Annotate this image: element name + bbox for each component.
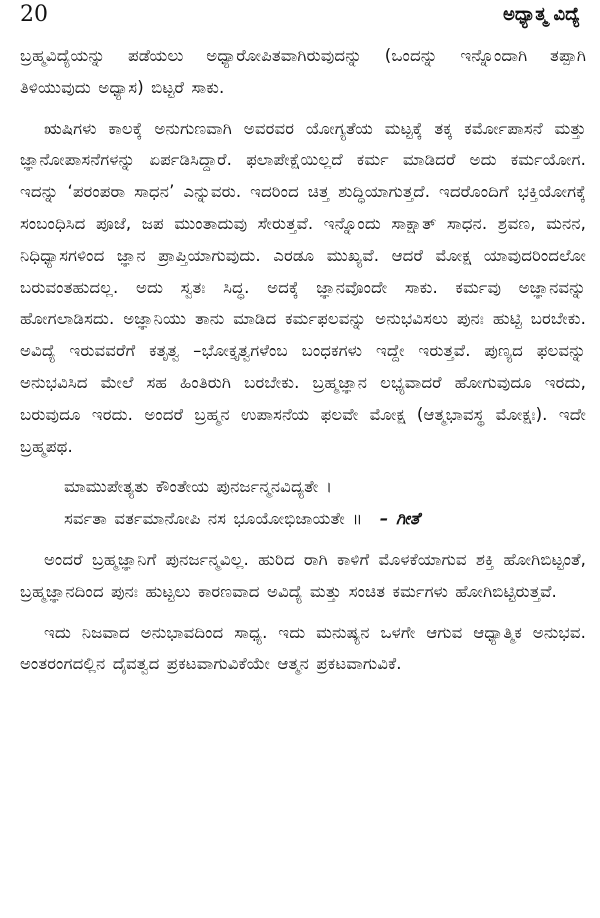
page-header <box>20 0 586 40</box>
page-body <box>20 40 586 680</box>
paragraph-gap <box>20 104 586 113</box>
paragraph-karma-jnana: ಋಷಿಗಳು ಕಾಲಕ್ಕೆ ಅನುಗುಣವಾಗಿ ಅವರವರ ಯೋಗ್ಯತೆಯ ಮಟ್ಟಕ್ಕೆ ತಕ್ಕ ಕರ್ಮೋಪಾಸನೆ ಮತ್ತು ಜ್ಞಾನೋಪಾಸನೆಗಳನ್ನು ಏರ್ಪಡಿಸಿದ್ದಾರೆ. ಫಲಾಪೇಕ್ಷೆಯಿಲ್ಲದೆ ಕರ್ಮ ಮಾಡಿದರೆ ಅದು ಕರ್ಮಯೋಗ. ಇದನ್ನು ‘ಪರಂಪರಾ ಸಾಧನ’ ಎನ್ನುವರು. ಇದರಿಂದ ಚಿತ್ತ ಶುದ್ಧಿಯಾಗುತ್ತದೆ. ಇದರೊಂದಿಗೆ ಭಕ್ತಿಯೋಗಕ್ಕೆ ಸಂಬಂಧಿಸಿದ ಪೂಜೆ, ಜಪ ಮುಂತಾದುವು ಸೇರುತ್ತವೆ. ಇನ್ನೊಂದು ಸಾಕ್ಷಾತ್ ಸಾಧನ. ಶ್ರವಣ, ಮನನ, ನಿಧಿಧ್ಯಾಸಗಳಿಂದ ಜ್ಞಾನ ಪ್ರಾಪ್ತಿಯಾಗುವುದು. ಎರಡೂ ಮುಖ್ಯವೆ. ಆದರೆ ಮೋಕ್ಷ ಯಾವುದರಿಂದಲೋ ಬರುವಂತಹುದಲ್ಲ. ಅದು ಸ್ವತಃ ಸಿದ್ಧ. ಅದಕ್ಕೆ ಜ್ಞಾನವೊಂದೇ ಸಾಕು. ಕರ್ಮವು ಅಜ್ಞಾನವನ್ನು ಹೋಗಲಾಡಿಸದು. ಅಜ್ಞಾನಿಯು ತಾನು ಮಾಡಿದ ಕರ್ಮಫಲವನ್ನು ಅನುಭವಿಸಲು ಪುನಃ ಹುಟ್ಟಿ ಬರಬೇಕು. ಅವಿದ್ಯೆ ಇರುವವರೆಗೆ ಕತೃತ್ವ –ಭೋಕ್ತೃತ್ವಗಳೆಂಬ ಬಂಧಕಗಳು ಇದ್ದೇ ಇರುತ್ತವೆ. ಪುಣ್ಯದ ಫಲವನ್ನು ಅನುಭವಿಸಿದ ಮೇಲೆ ಸಹ ಹಿಂತಿರುಗಿ ಬರಬೇಕು. ಬ್ರಹ್ಮಜ್ಞಾನ ಲಭ್ಯವಾದರೆ ಹೋಗುವುದೂ ಇರದು, ಬರುವುದೂ ಇರದು. ಅಂದರೆ ಬ್ರಹ್ಮನ ಉಪಾಸನೆಯ ಫಲವೇ ಮೋಕ್ಷ (ಆತ್ಮಭಾವಸ್ಥ ಮೋಕ್ಷಃ). ಇದೇ ಬ್ರಹ್ಮಪಥ. <box>20 118 586 456</box>
paragraph-gap <box>20 608 586 617</box>
verse-line-1: ಮಾಮುಪೇತ್ಯತು ಕೌಂತೇಯ ಪುನರ್ಜನ್ಮನವಿದ್ಯತೇ । <box>64 477 333 497</box>
paragraph-rebirth: ಅಂದರೆ ಬ್ರಹ್ಮಜ್ಞಾನಿಗೆ ಪುನರ್ಜನ್ಮವಿಲ್ಲ. ಹುರಿದ ರಾಗಿ ಕಾಳಿಗೆ ಮೊಳಕೆಯಾಗುವ ಶಕ್ತಿ ಹೋಗಿಬಿಟ್ಟಂತೆ, ಬ್ರಹ್ಮಜ್ಞಾನದಿಂದ ಪುನಃ ಹುಟ್ಟಲು ಕಾರಣವಾದ ಅವಿದ್ಯೆ ಮತ್ತು ಸಂಚಿತ ಕರ್ಮಗಳು ಹೋಗಿಬಿಟ್ಟಿರುತ್ತವೆ. <box>20 549 586 601</box>
verse-line-2 <box>64 503 586 535</box>
paragraph-experience: ಇದು ನಿಜವಾದ ಅನುಭಾವದಿಂದ ಸಾಧ್ಯ. ಇದು ಮನುಷ್ಯನ ಒಳಗೇ ಆಗುವ ಆಧ್ಯಾತ್ಮಿಕ ಅನುಭವ. ಅಂತರಂಗದಲ್ಲಿನ ದೈವತ್ವದ ಪ್ರಕಟವಾಗುವಿಕೆಯೇ ಆತ್ಮನ ಪ್ರಕಟವಾಗುವಿಕೆ. <box>20 622 586 674</box>
running-title: ಅಧ್ಯಾತ್ಮ ವಿದ್ಯೆ <box>502 4 580 25</box>
paragraph-gap <box>20 535 586 544</box>
verse-source: – ಗೀತೆ <box>379 509 420 529</box>
paragraph-intro: ಬ್ರಹ್ಮವಿದ್ಯೆಯನ್ನು ಪಡೆಯಲು ಅಧ್ಯಾರೋಪಿತವಾಗಿರುವುದನ್ನು (ಒಂದನ್ನು ಇನ್ನೊಂದಾಗಿ ತಪ್ಪಾಗಿ ತಿಳಿಯುವುದು ಅಧ್ಯಾಸ) ಬಿಟ್ಟರೆ ಸಾಕು. <box>20 46 586 97</box>
paragraph-gap <box>20 462 586 471</box>
page-number: 20 <box>20 2 48 27</box>
verse-block <box>20 471 586 535</box>
verse-line-2-text: ಸರ್ವತಾ ವರ್ತಮಾನೋಪಿ ನಸ ಭೂಯೋಭಿಜಾಯತೇ ॥ <box>64 509 363 529</box>
